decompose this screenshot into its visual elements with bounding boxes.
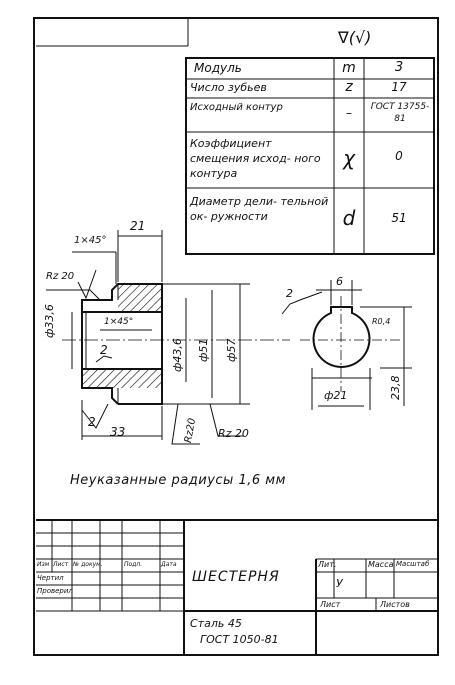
tb-scale-label: Масштаб — [396, 560, 430, 568]
param-name-shift: Коэффициент смещения исход- ного контура — [190, 137, 321, 180]
tb-role-checked: Проверил — [37, 587, 73, 595]
dim-chamfer-top: 1×45° — [74, 235, 107, 246]
material-standard: ГОСТ 1050-81 — [200, 633, 279, 646]
roughness-symbol: ∇(√) — [338, 28, 372, 47]
tb-header-sign: Подп. — [124, 561, 143, 568]
dim-rz20-bottom-2: Rz 20 — [218, 427, 249, 440]
param-sym-module: m — [342, 60, 356, 76]
param-sym-contour: – — [346, 106, 352, 120]
dim-d57: ф57 — [225, 338, 238, 362]
tb-sheets-label: Листов — [380, 600, 410, 609]
tb-header-list: Лист — [53, 561, 69, 568]
material-steel: Сталь 45 — [190, 617, 242, 630]
tb-header-doc: № докум. — [73, 561, 103, 568]
dim-rz20-left: Rz 20 — [46, 271, 75, 282]
param-val-shift: 0 — [395, 149, 403, 163]
tb-lit-label: Лит. — [318, 560, 337, 569]
dim-key-radius: R0,4 — [372, 317, 391, 326]
gear-section-view — [43, 230, 290, 444]
dim-length-33: 33 — [110, 425, 126, 439]
param-sym-teeth: z — [345, 79, 353, 95]
param-val-teeth: 17 — [391, 80, 407, 94]
dim-d33-6: ф33,6 — [43, 304, 56, 338]
tb-header-izm: Изм — [37, 561, 50, 568]
dim-mark-2-c: 2 — [286, 287, 293, 300]
tb-sheet-label: Лист — [320, 600, 341, 609]
dim-key-width: 6 — [336, 275, 343, 288]
param-val-module: 3 — [394, 60, 404, 75]
param-val-contour: ГОСТ 13755-81 — [370, 102, 430, 124]
param-name-module: Модуль — [194, 61, 242, 75]
param-sym-shift: χ — [343, 146, 355, 170]
param-val-diameter: 51 — [391, 211, 407, 225]
dim-mark-2-b: 2 — [88, 415, 96, 429]
hatch-bottom — [82, 369, 162, 388]
dim-height-23-8: 23,8 — [389, 375, 402, 400]
dim-rz20-bottom-1: Rz20 — [183, 417, 199, 444]
param-sym-diameter: d — [342, 206, 356, 230]
tb-lit-value: У — [336, 577, 343, 590]
dim-chamfer-inner: 1×45° — [104, 317, 134, 327]
param-name-teeth: Число зубьев — [190, 81, 267, 94]
hatch-top — [118, 285, 162, 312]
param-name-diameter: Диаметр дели- тельной ок- ружности — [190, 195, 329, 223]
keyway-bore — [314, 307, 370, 367]
dim-d21: ф21 — [324, 389, 348, 402]
dim-d43-6: ф43,6 — [171, 338, 184, 372]
tb-role-drawn: Чертил — [37, 574, 64, 582]
part-name: ШЕСТЕРНЯ — [192, 569, 280, 585]
dim-length-21: 21 — [130, 219, 146, 233]
dim-d51: ф51 — [197, 338, 210, 362]
param-name-contour: Исходный контур — [190, 102, 283, 113]
dim-mark-2-a: 2 — [100, 343, 108, 357]
tb-header-date: Дата — [161, 561, 177, 568]
tb-mass-label: Масса — [368, 560, 394, 569]
note-radii: Неуказанные радиусы 1,6 мм — [70, 473, 286, 488]
